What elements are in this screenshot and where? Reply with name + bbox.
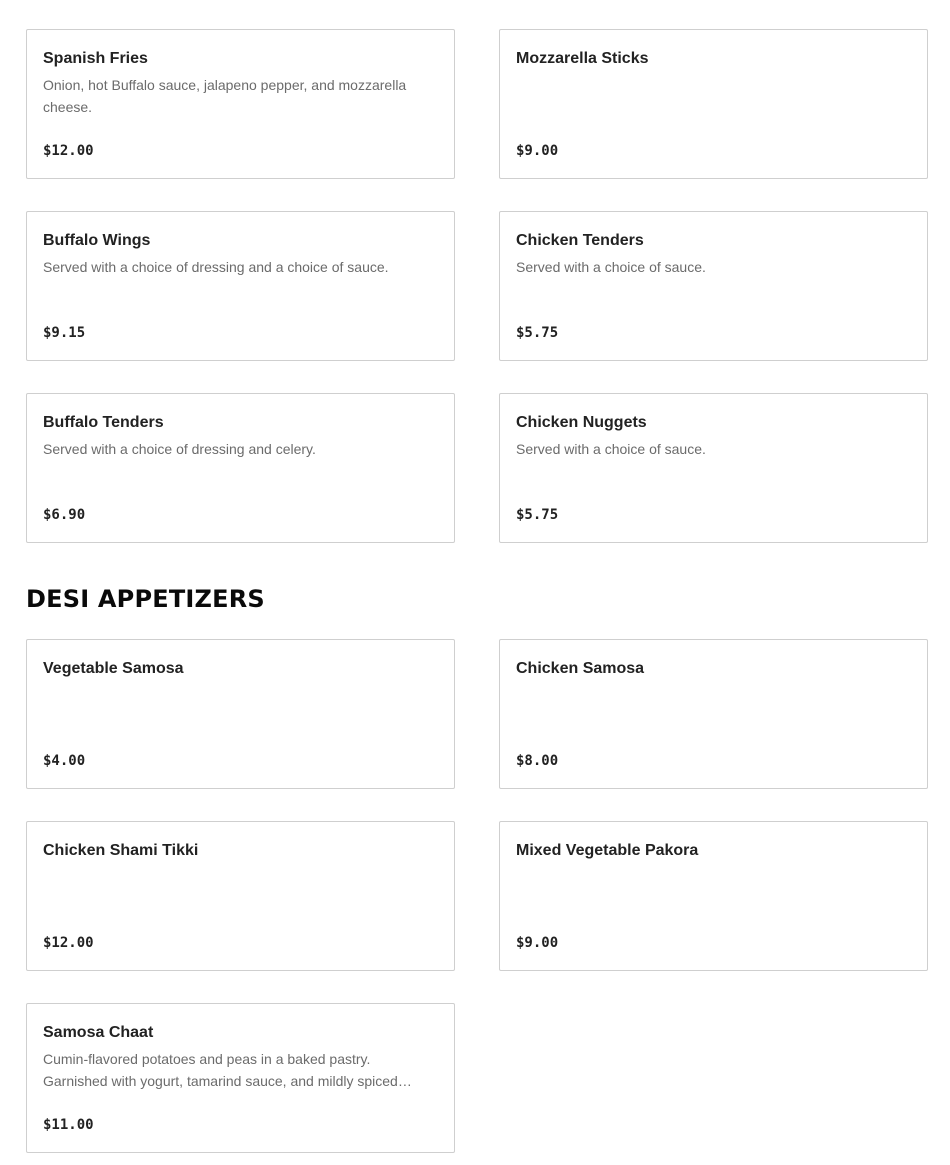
menu-item-name: Chicken Tenders <box>516 232 644 249</box>
menu-item-name: Chicken Shami Tikki <box>43 842 199 859</box>
menu-item-description: Onion, hot Buffalo sauce, jalapeno pepper, and mozzarella cheese. <box>43 77 407 115</box>
menu-item-card[interactable] <box>499 29 928 179</box>
menu-item-card[interactable] <box>499 211 928 361</box>
menu-item-card[interactable] <box>26 211 455 361</box>
menu-item-card[interactable] <box>499 393 928 543</box>
menu-item-price: $8.00 <box>516 753 559 769</box>
menu-item-card[interactable] <box>26 1003 455 1153</box>
menu-item-name: Samosa Chaat <box>43 1024 154 1041</box>
menu-item-name: Spanish Fries <box>43 50 148 67</box>
desi-appetizers-grid <box>26 639 928 1153</box>
menu-items-grid <box>26 29 928 543</box>
menu-item-price: $12.00 <box>43 935 94 951</box>
menu-item-card[interactable] <box>26 821 455 971</box>
menu-item-price: $9.15 <box>43 325 86 341</box>
menu-item-card[interactable] <box>499 821 928 971</box>
menu-item-name: Buffalo Tenders <box>43 414 164 431</box>
menu-item-price: $9.00 <box>516 935 559 951</box>
menu-item-price: $11.00 <box>43 1117 94 1133</box>
menu-item-name: Mixed Vegetable Pakora <box>516 842 699 859</box>
menu-item-description: Served with a choice of sauce. <box>516 441 706 457</box>
menu-item-card[interactable] <box>26 393 455 543</box>
menu-item-price: $5.75 <box>516 325 559 341</box>
menu-item-name: Chicken Nuggets <box>516 414 647 431</box>
menu-item-description: Served with a choice of dressing and a choice of sauce. <box>43 259 389 275</box>
menu-item-name: Vegetable Samosa <box>43 660 184 677</box>
menu-item-description: Served with a choice of dressing and celery. <box>43 441 316 457</box>
menu-item-name: Mozzarella Sticks <box>516 50 649 67</box>
menu-item-price: $9.00 <box>516 143 559 159</box>
menu-item-price: $6.90 <box>43 507 86 523</box>
menu-item-card[interactable] <box>26 29 455 179</box>
menu-item-description: Served with a choice of sauce. <box>516 259 706 275</box>
menu-item-description: Cumin-flavored potatoes and peas in a baked pastry. Garnished with yogurt, tamarind sauce, and mildly spiced… <box>43 1051 412 1089</box>
menu-item-price: $5.75 <box>516 507 559 523</box>
menu-item-name: Buffalo Wings <box>43 232 151 249</box>
menu-item-price: $12.00 <box>43 143 94 159</box>
menu-item-price: $4.00 <box>43 753 86 769</box>
menu-item-card[interactable] <box>26 639 455 789</box>
menu-item-name: Chicken Samosa <box>516 660 645 677</box>
section-title-desi-appetizers: DESI APPETIZERS <box>26 585 265 613</box>
menu-item-card[interactable] <box>499 639 928 789</box>
